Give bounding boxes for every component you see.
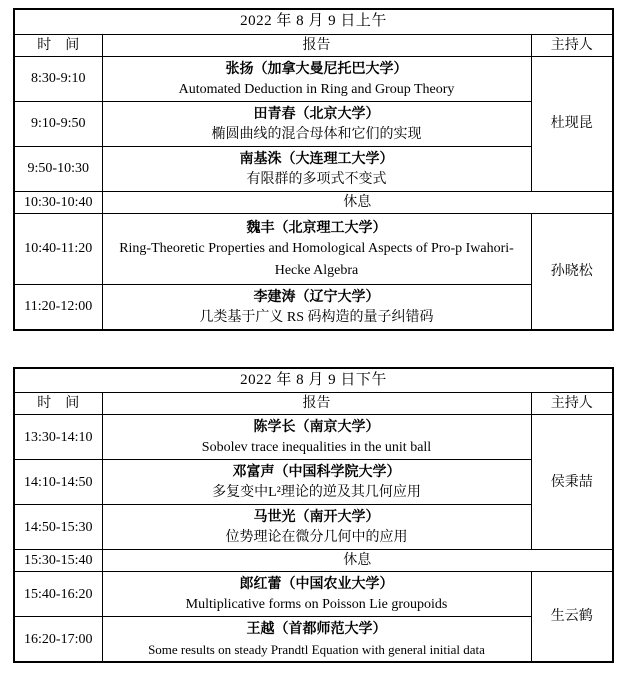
table-row (14, 393, 613, 415)
talk-cell (102, 101, 531, 146)
talk-title: 椭圆曲线的混合母体和它们的实现 (211, 126, 422, 142)
time-cell: 16:20-17:00 (14, 617, 102, 663)
table-row (14, 101, 613, 146)
table-row (14, 34, 613, 56)
speaker-name: 马世光（南开大学） (253, 508, 380, 524)
table-row (14, 460, 613, 505)
talk-title: 位势理论在微分几何中的应用 (225, 530, 408, 545)
speaker-name: 张扬（加拿大曼尼托巴大学） (225, 59, 408, 76)
talk-cell (102, 415, 531, 460)
speaker-name: 南基洙（大连理工大学） (239, 149, 394, 166)
talk-cell (102, 213, 531, 284)
column-header-chair: 主持人 (531, 34, 613, 56)
time-cell: 15:40-16:20 (14, 572, 102, 617)
talk-cell (102, 56, 531, 101)
table-row (14, 368, 613, 393)
time-cell: 14:50-15:30 (14, 505, 102, 550)
break-cell: 休息 (102, 191, 613, 213)
chair-cell: 杜现昆 (531, 56, 613, 191)
talk-title: 多复变中L²理论的逆及其几何应用 (212, 485, 421, 500)
table-row (14, 415, 613, 460)
time-cell: 9:50-10:30 (14, 146, 102, 191)
speaker-name: 邓富声（中国科学院大学） (232, 463, 401, 479)
talk-title: Multiplicative forms on Poisson Lie groupoids (185, 597, 448, 612)
talk-cell (102, 617, 531, 663)
talk-title: Ring-Theoretic Properties and Homological Aspects of Pro-p Iwahori-Hecke Algebra (119, 240, 514, 278)
time-cell: 15:30-15:40 (14, 550, 102, 572)
talk-cell (102, 460, 531, 505)
chair-cell: 孙晓松 (531, 213, 613, 330)
column-header-chair: 主持人 (531, 393, 613, 415)
column-header-time: 时 间 (14, 34, 102, 56)
table-row (14, 146, 613, 191)
speaker-name: 田青春（北京大学） (253, 104, 380, 121)
speaker-name: 王越（首都师范大学） (246, 620, 387, 636)
speaker-name: 郎红蕾（中国农业大学） (239, 575, 394, 591)
time-cell: 14:10-14:50 (14, 460, 102, 505)
session-date-title: 2022 年 8 月 9 日上午 (14, 9, 613, 34)
speaker-name: 李建涛（辽宁大学） (253, 287, 380, 304)
schedule-table-morning (13, 8, 614, 331)
talk-cell (102, 284, 531, 330)
table-row (14, 9, 613, 34)
table-row (14, 213, 613, 284)
time-cell: 10:30-10:40 (14, 191, 102, 213)
table-row-break (14, 191, 613, 213)
talk-title: Sobolev trace inequalities in the unit ball (201, 440, 432, 455)
column-header-talk: 报告 (102, 34, 531, 56)
talk-title: Automated Deduction in Ring and Group Theory (178, 81, 455, 97)
table-row (14, 284, 613, 330)
speaker-name: 魏丰（北京理工大学） (246, 218, 387, 235)
table-row (14, 505, 613, 550)
time-cell: 10:40-11:20 (14, 213, 102, 284)
chair-cell: 生云鹤 (531, 572, 613, 663)
table-row (14, 617, 613, 663)
talk-cell (102, 572, 531, 617)
session-date-title: 2022 年 8 月 9 日下午 (14, 368, 613, 393)
talk-title: 有限群的多项式不变式 (246, 171, 387, 187)
time-cell: 8:30-9:10 (14, 56, 102, 101)
table-row (14, 56, 613, 101)
talk-title: 几类基于广义 RS 码构造的量子纠错码 (199, 309, 434, 325)
schedule-table-afternoon (13, 367, 614, 664)
column-header-talk: 报告 (102, 393, 531, 415)
talk-title: Some results on steady Prandtl Equation with general initial data (148, 642, 485, 657)
talk-cell (102, 146, 531, 191)
break-cell: 休息 (102, 550, 613, 572)
column-header-time: 时 间 (14, 393, 102, 415)
table-row (14, 572, 613, 617)
talk-cell (102, 505, 531, 550)
time-cell: 13:30-14:10 (14, 415, 102, 460)
speaker-name: 陈学长（南京大学） (253, 418, 380, 434)
chair-cell: 侯秉喆 (531, 415, 613, 550)
time-cell: 11:20-12:00 (14, 284, 102, 330)
time-cell: 9:10-9:50 (14, 101, 102, 146)
table-row-break (14, 550, 613, 572)
